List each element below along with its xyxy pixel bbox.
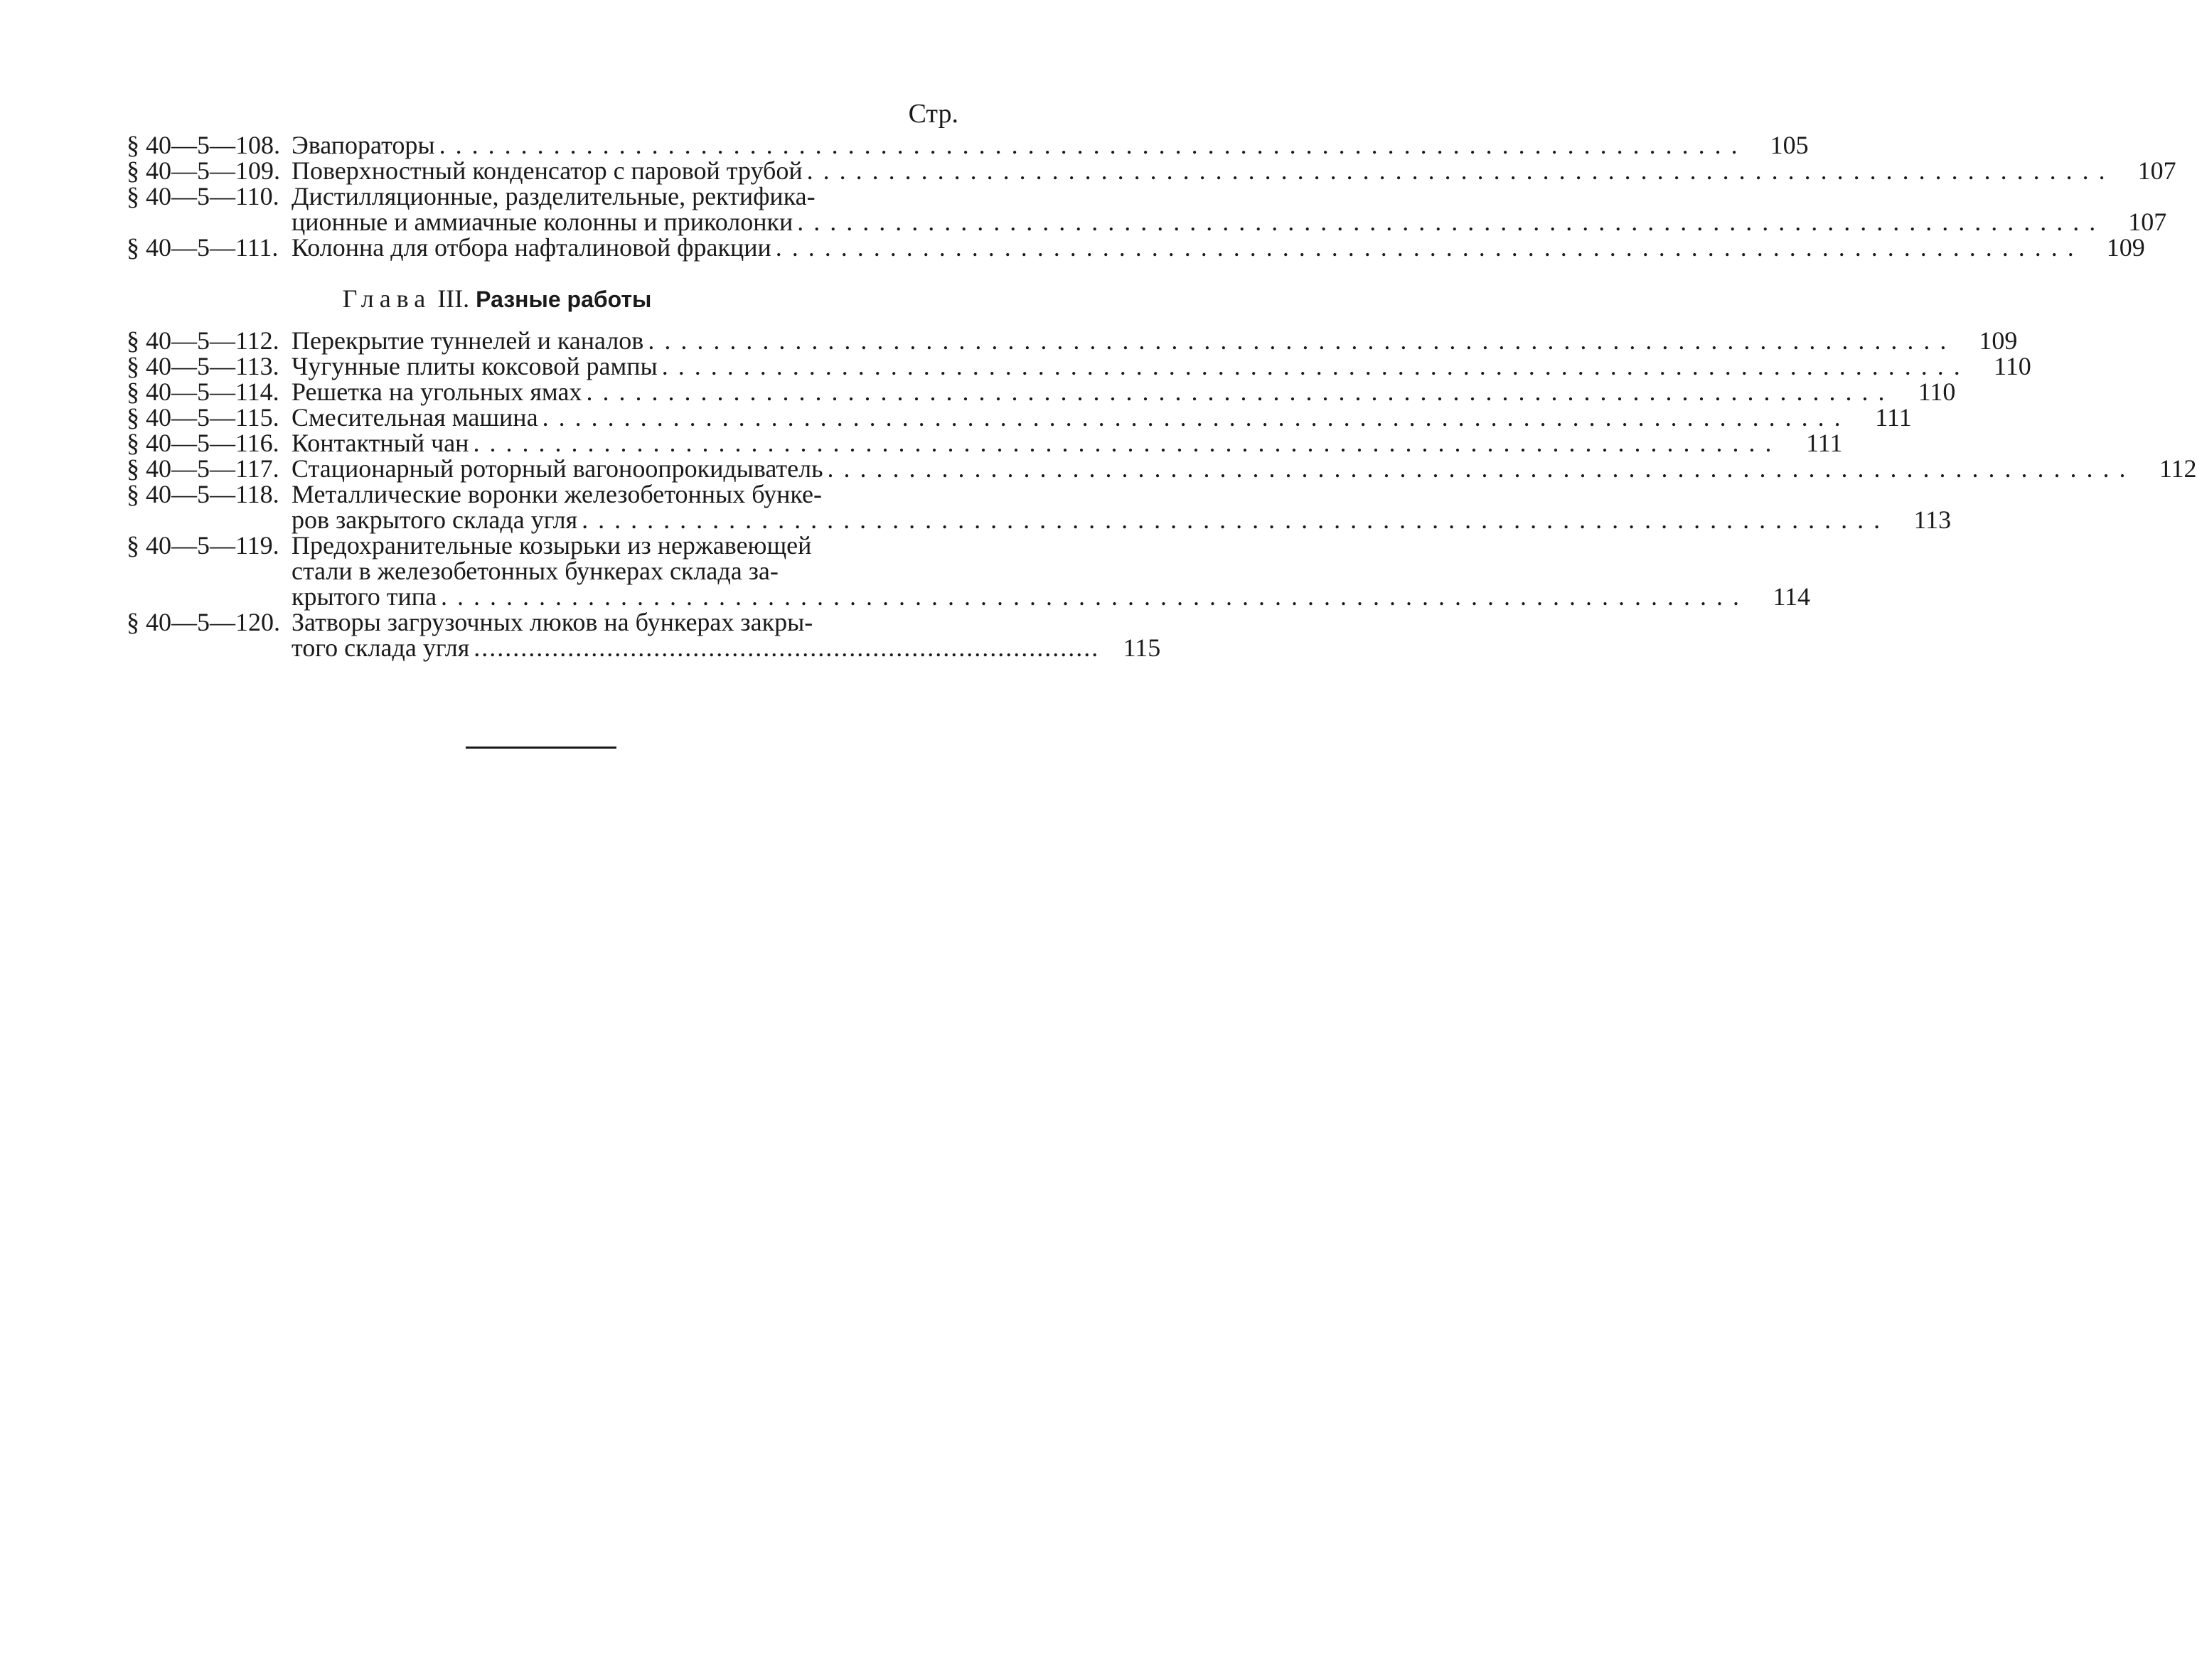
table-of-contents bbox=[127, 99, 2197, 662]
section-number: § 40—5—108. bbox=[127, 131, 280, 159]
section-number: § 40—5—116. bbox=[127, 429, 279, 457]
page-number: 110 bbox=[1994, 352, 2031, 380]
section-number: § 40—5—120. bbox=[127, 608, 280, 636]
entry-title-text: Дистилляционные, разделительные, ректифика- bbox=[292, 182, 816, 210]
entry-title-text: стали в железобетонных бункерах склада за- bbox=[292, 557, 779, 585]
entry-title bbox=[292, 379, 1898, 405]
entry-title-text: Колонна для отбора нафталиновой фракции bbox=[292, 233, 771, 262]
toc-entry bbox=[127, 480, 1952, 534]
toc-entry bbox=[127, 608, 1161, 662]
toc-group-1 bbox=[127, 131, 2176, 262]
entry-title bbox=[292, 132, 1752, 158]
dot-leader: ................................................................................ bbox=[542, 403, 1851, 432]
section-number: § 40—5—111. bbox=[127, 233, 279, 262]
page-number: 105 bbox=[1770, 131, 1809, 159]
page-number: 111 bbox=[1806, 429, 1843, 457]
dot-leader: ................................................................................ bbox=[648, 326, 1957, 355]
entry-title-text: крытого типа bbox=[292, 582, 437, 611]
page-number: 112 bbox=[2159, 454, 2197, 483]
chapter-heading bbox=[127, 284, 960, 314]
entry-title-line bbox=[292, 235, 2088, 260]
section-number: § 40—5—110. bbox=[127, 182, 279, 210]
entry-title-line bbox=[292, 635, 1103, 660]
entry-title-line bbox=[292, 183, 2110, 209]
entry-title-text: Предохранительные козырьки из нержавеющей bbox=[292, 531, 812, 560]
entry-title-line bbox=[292, 379, 1898, 405]
entry-title bbox=[292, 481, 1894, 533]
entry-title-line bbox=[292, 405, 1855, 430]
entry-title-text: Чугунные плиты коксовой рампы bbox=[292, 352, 658, 380]
entry-title-line bbox=[292, 132, 1752, 158]
entry-title-text: Эвапораторы bbox=[292, 131, 435, 159]
entry-title bbox=[292, 609, 1103, 660]
page-number: 107 bbox=[2128, 208, 2167, 236]
dot-leader: ................................................................................ bbox=[582, 505, 1891, 534]
toc-entry bbox=[127, 182, 2167, 236]
section-number: § 40—5—117. bbox=[127, 454, 279, 483]
page-number: 113 bbox=[1913, 505, 1952, 534]
dot-leader: ................................................................................ bbox=[775, 233, 2084, 262]
entry-title-line bbox=[292, 533, 1753, 558]
entry-title bbox=[292, 405, 1855, 430]
toc-entry bbox=[127, 352, 2031, 380]
toc-entry bbox=[127, 233, 2145, 262]
entry-title-text: Смесительная машина bbox=[292, 403, 538, 432]
entry-title bbox=[292, 158, 2120, 183]
entry-title-line bbox=[292, 507, 1894, 533]
toc-entry bbox=[127, 156, 2176, 185]
toc-group-2 bbox=[127, 326, 2197, 662]
entry-title-text: Решетка на угольных ямах bbox=[292, 378, 582, 406]
entry-title-text: Поверхностный конденсатор с паровой трубой bbox=[292, 156, 803, 185]
entry-title bbox=[292, 328, 1960, 353]
toc-entry bbox=[127, 429, 1843, 457]
page-number: 109 bbox=[1979, 326, 2018, 355]
section-number: § 40—5—114. bbox=[127, 378, 279, 406]
toc-entry bbox=[127, 378, 1956, 406]
entry-title-line bbox=[292, 456, 2140, 481]
page-number: 109 bbox=[2106, 233, 2145, 262]
page-column-header: Стр. bbox=[908, 99, 958, 129]
toc-entry bbox=[127, 326, 2018, 355]
entry-title-text: Металлические воронки железобетонных бунке- bbox=[292, 480, 822, 508]
section-number: § 40—5—115. bbox=[127, 403, 279, 432]
entry-title-text: Затворы загрузочных люков на бункерах закры- bbox=[292, 608, 813, 636]
chapter-title: Разные работы bbox=[476, 287, 652, 312]
entry-title-line bbox=[292, 430, 1785, 456]
entry-title-text: ционные и аммиачные колонны и приколонки bbox=[292, 208, 793, 236]
entry-title-text: Контактный чан bbox=[292, 429, 469, 457]
entry-title-line bbox=[292, 158, 2120, 183]
entry-title-text: того склада угля bbox=[292, 633, 470, 662]
entry-title bbox=[292, 456, 2140, 481]
entry-title bbox=[292, 533, 1753, 609]
entry-title bbox=[292, 183, 2110, 235]
entry-title-text: Перекрытие туннелей и каналов bbox=[292, 326, 644, 355]
entry-title-line bbox=[292, 481, 1894, 507]
page-number: 107 bbox=[2137, 156, 2176, 185]
toc-entry bbox=[127, 131, 1809, 159]
entry-title bbox=[292, 353, 1974, 379]
chapter-number: III. bbox=[437, 284, 470, 313]
entry-title bbox=[292, 430, 1785, 456]
entry-title-text: Стационарный роторный вагоноопрокидыватель bbox=[292, 454, 823, 483]
section-number: § 40—5—112. bbox=[127, 326, 279, 355]
entry-title bbox=[292, 235, 2088, 260]
section-number: § 40—5—113. bbox=[127, 352, 279, 380]
dot-leader: ................................................................................ bbox=[661, 352, 1970, 380]
entry-title-text: ров закрытого склада угля bbox=[292, 505, 578, 534]
dot-leader: ................................................................................ bbox=[586, 378, 1895, 406]
page-number: 115 bbox=[1123, 633, 1161, 662]
section-number: § 40—5—118. bbox=[127, 480, 279, 508]
entry-title-line bbox=[292, 209, 2110, 235]
page-number: 110 bbox=[1918, 378, 1956, 406]
section-number: § 40—5—109. bbox=[127, 156, 280, 185]
entry-title-line bbox=[292, 353, 1974, 379]
section-number: § 40—5—119. bbox=[127, 531, 279, 560]
page-number: 111 bbox=[1875, 403, 1912, 432]
dot-leader: ................................................................................ bbox=[806, 156, 2115, 185]
closing-rule bbox=[466, 747, 616, 749]
entry-title-line bbox=[292, 609, 1103, 635]
dot-leader: ................................................................................ bbox=[441, 582, 1750, 611]
entry-title-line bbox=[292, 328, 1960, 353]
toc-entry bbox=[127, 531, 1811, 611]
chapter-prefix: Глава bbox=[342, 284, 432, 313]
dot-leader: ................................................................................ bbox=[473, 429, 1782, 457]
page-number: 114 bbox=[1773, 582, 1811, 611]
entry-title-line bbox=[292, 558, 1753, 584]
dot-leader: ................................................................................ bbox=[474, 633, 1100, 662]
dot-leader: ................................................................................ bbox=[797, 208, 2106, 236]
toc-entry bbox=[127, 454, 2197, 483]
dot-leader: ................................................................................ bbox=[827, 454, 2136, 483]
toc-entry bbox=[127, 403, 1912, 432]
entry-title-line bbox=[292, 584, 1753, 609]
dot-leader: ................................................................................ bbox=[439, 131, 1748, 159]
